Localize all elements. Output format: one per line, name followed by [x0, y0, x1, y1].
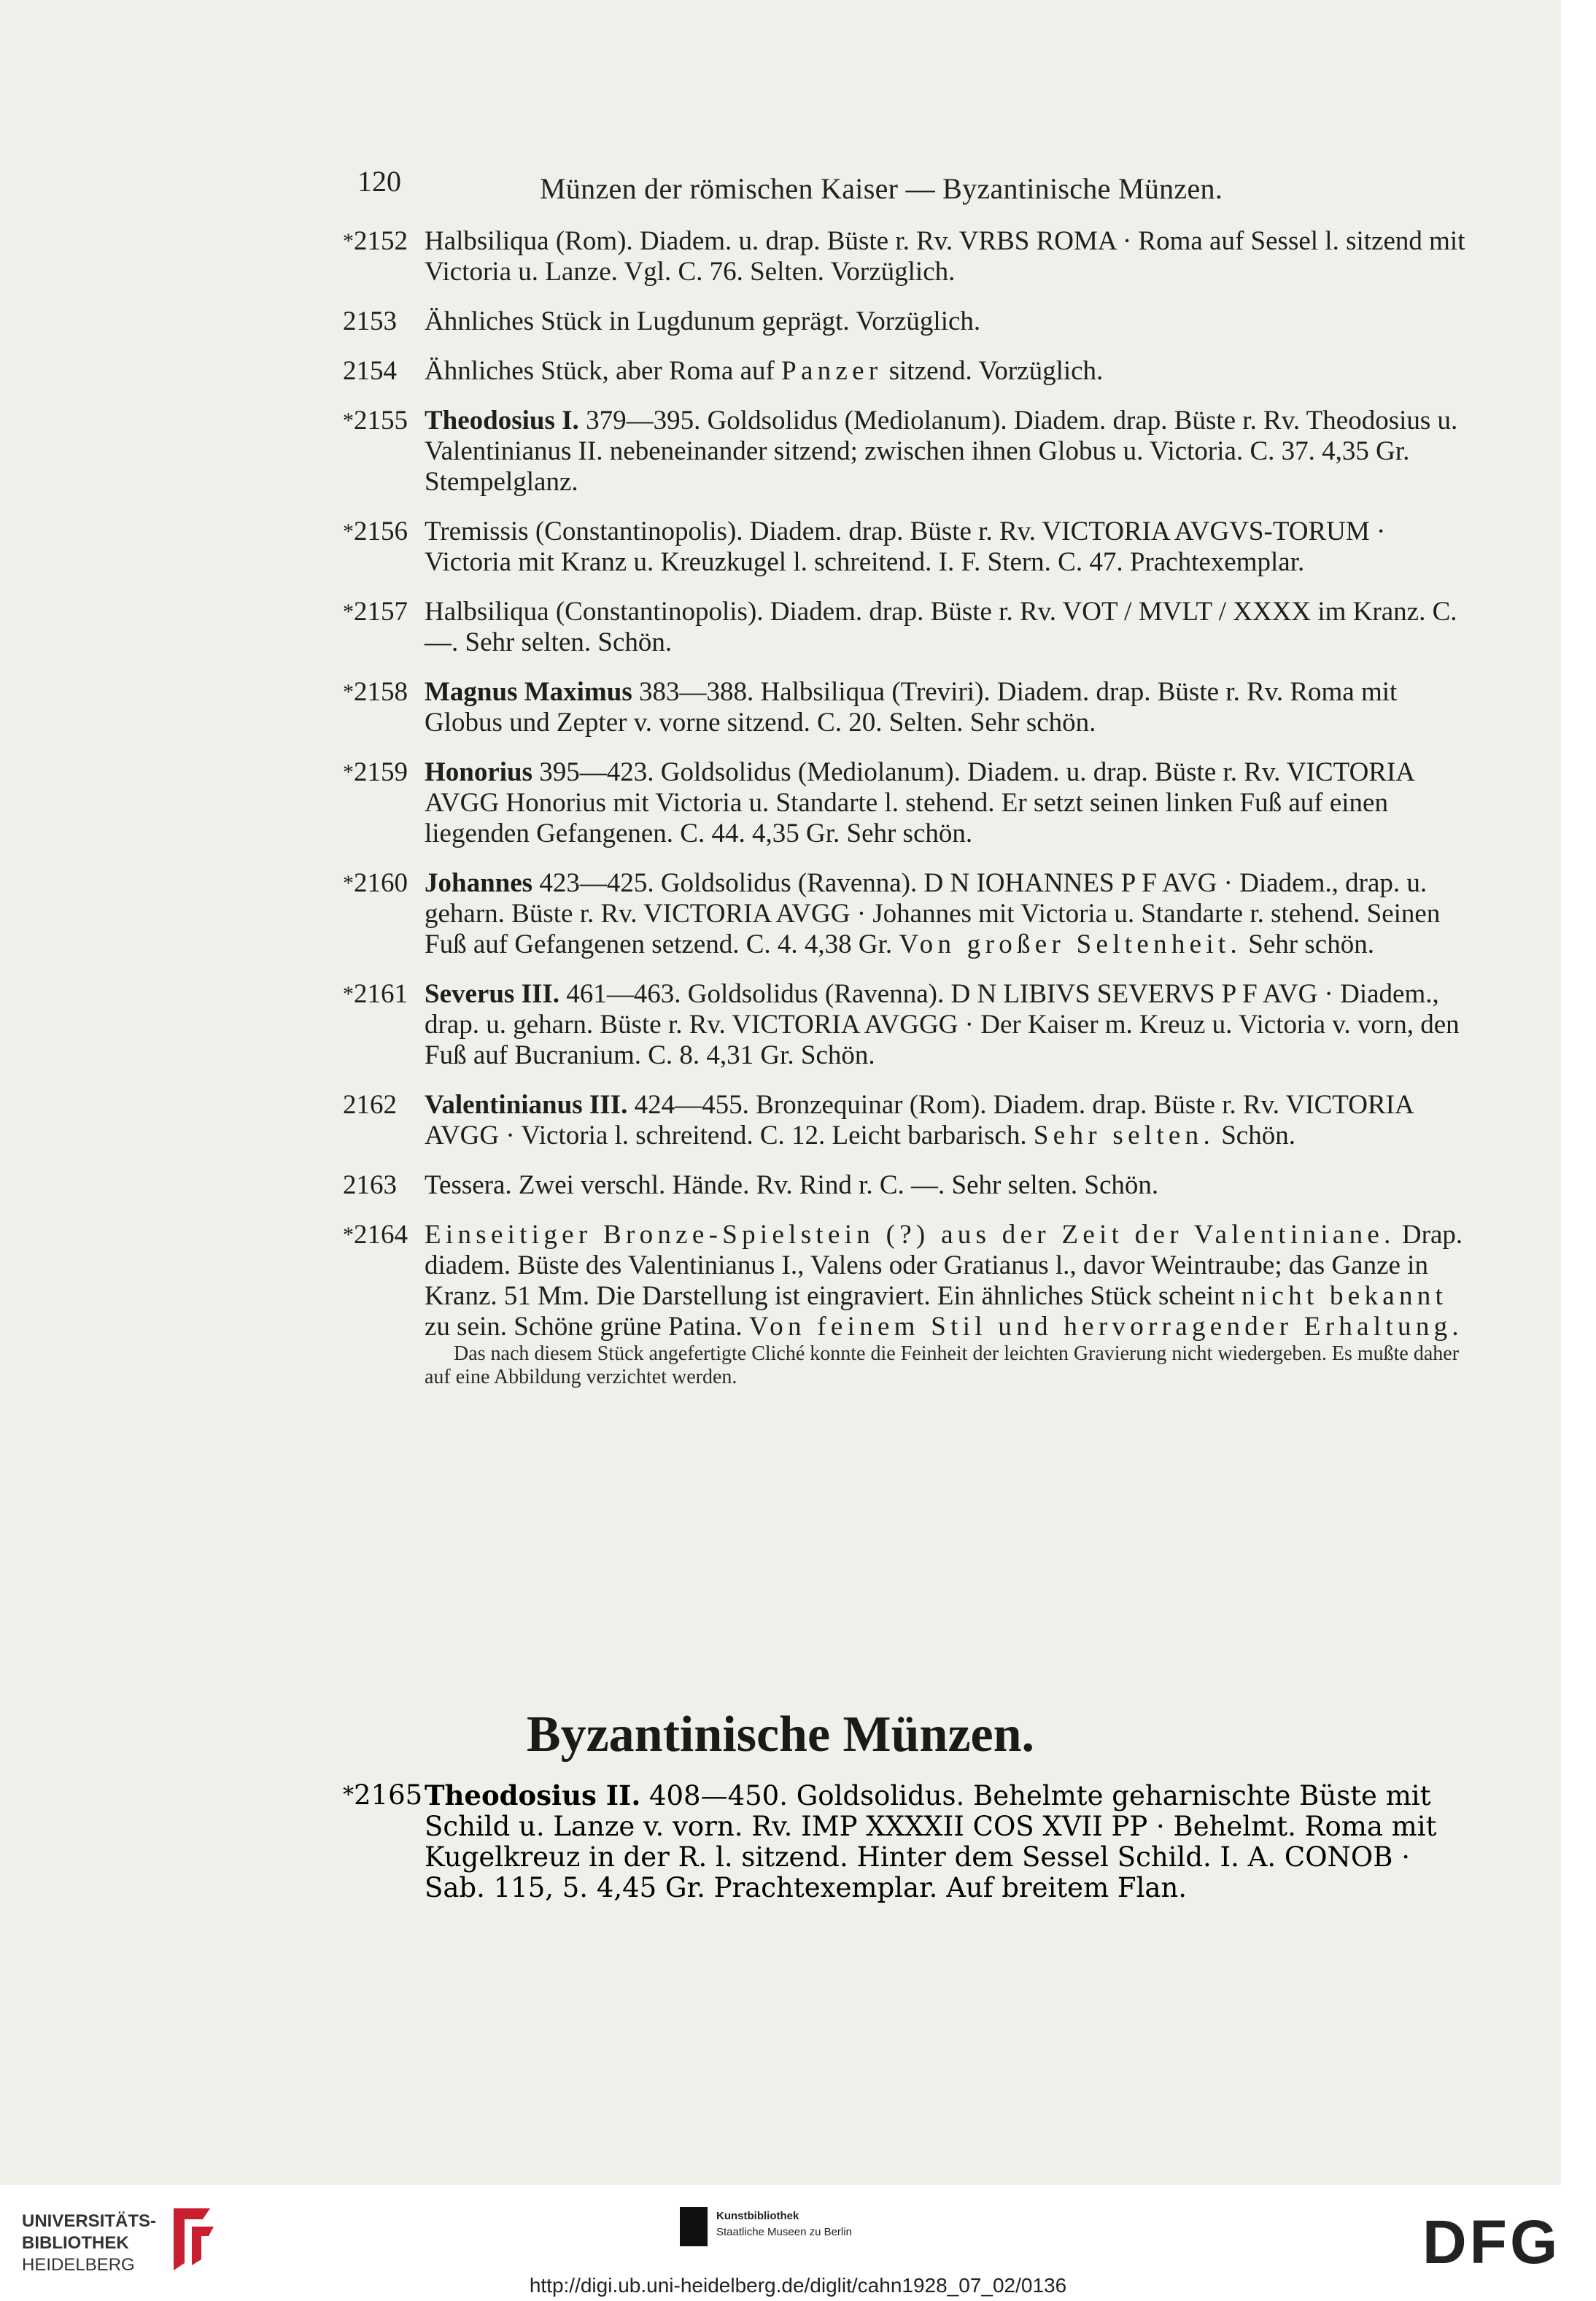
entry-segment: Panzer	[781, 356, 883, 386]
entry-number-text: 2165	[354, 1779, 423, 1811]
catalog-entry	[343, 677, 1473, 738]
entry-text	[425, 1780, 1473, 1903]
scan-edge	[1561, 0, 1596, 2185]
entry-number	[343, 597, 423, 627]
emperor-name: Honorius	[425, 757, 533, 787]
entry-footnote: Das nach diesem Stück angefertigte Cliché konnte die Feinheit der leichten Gravierung nicht wiedergeben. Es mußte daher auf eine Abbildung verzichtet werden.	[425, 1342, 1460, 1388]
entry-star: *	[343, 600, 354, 624]
page-number: 120	[357, 165, 401, 198]
entry-text	[425, 677, 1473, 738]
entry-segment: Tessera. Zwei verschl. Hände. Rv. Rind r. C. —. Sehr selten. Schön.	[425, 1170, 1159, 1200]
entry-number-text: 2155	[354, 406, 408, 436]
catalog-entry	[343, 406, 1473, 498]
catalog-entry	[343, 517, 1473, 578]
catalog-entry	[343, 979, 1473, 1071]
entry-star: *	[343, 871, 354, 895]
emperor-name: Severus III.	[425, 979, 560, 1009]
entry-segment: Tremissis (Constantinopolis). Diadem. drap. Büste r. Rv. VICTORIA AVGVS-TORUM · Victoria mit Kranz u. Kreuzkugel l. schreitend. I. F. Stern. C. 47. Prachtexemplar.	[425, 517, 1386, 577]
entry-number	[343, 406, 423, 436]
entry-number-text: 2152	[354, 226, 408, 256]
emperor-name: Magnus Maximus	[425, 677, 632, 707]
entry-number	[343, 1170, 423, 1201]
catalog-entry	[343, 1170, 1473, 1201]
entry-text	[425, 597, 1473, 658]
entry-star: *	[343, 1223, 354, 1247]
emperor-name: Theodosius II.	[425, 1779, 641, 1811]
catalog-entry	[343, 1090, 1473, 1151]
entry-number-text: 2156	[354, 517, 408, 546]
entry-number-text: 2158	[354, 677, 408, 707]
entry-number	[343, 868, 423, 899]
entry-star: *	[343, 519, 354, 544]
entry-segment: 461—463. Goldsolidus (Ravenna). D N LIBIVS SEVERVS P F AVG · Diadem., drap. u. geharn. Büste r. Rv. VICTORIA AVGGG · Der Kaiser m. Kreuz u. Victoria v. vorn, den Fuß auf Bucranium. C. 8. 4,31 Gr. Schön.	[425, 979, 1460, 1070]
entry-number	[343, 306, 423, 337]
permalink-url[interactable]: http://digi.ub.uni-heidelberg.de/diglit/cahn1928_07_02/0136	[529, 2274, 1067, 2297]
catalog-entry	[343, 868, 1473, 960]
entry-number	[343, 1090, 423, 1121]
entry-star: *	[343, 229, 354, 253]
emperor-name: Theodosius I.	[425, 406, 579, 436]
emperor-name: Johannes	[425, 868, 533, 898]
dfg-logo: DFG	[1422, 2208, 1561, 2276]
footer: UNIVERSITÄTS- BIBLIOTHEK HEIDELBERG Kunstbibliothek Staatliche Museen zu Berlin DFG http://digi.ub.uni-heidelberg.de/diglit/cahn1928_07_02/0136	[0, 2185, 1596, 2301]
entry-number	[343, 517, 423, 547]
entry-segment: zu sein. Schöne grüne Patina.	[425, 1312, 749, 1342]
running-title: Münzen der römischen Kaiser — Byzantinische Münzen.	[540, 172, 1223, 205]
catalog-entries	[343, 226, 1473, 1408]
entry-number	[343, 356, 423, 387]
kunstbibliothek-mark-icon	[680, 2207, 708, 2246]
entry-text	[425, 1170, 1473, 1201]
entry-star: *	[343, 1782, 354, 1808]
entry-number-text: 2161	[354, 979, 408, 1009]
entry-segment: Schön.	[1214, 1121, 1295, 1150]
ub-logo-icon	[159, 2201, 225, 2274]
entry-text	[425, 356, 1473, 387]
entry-number-text: 2162	[343, 1090, 397, 1120]
entry-number	[343, 226, 423, 257]
entry-text	[425, 979, 1473, 1071]
emperor-name: Valentinianus III.	[425, 1090, 628, 1120]
entry-segment: Ähnliches Stück in Lugdunum geprägt. Vorzüglich.	[425, 306, 981, 336]
ub-heidelberg-label: UNIVERSITÄTS- BIBLIOTHEK HEIDELBERG	[22, 2211, 157, 2275]
entry-number-text: 2159	[354, 757, 408, 787]
entry-star: *	[343, 409, 354, 433]
entry-segment: 383—388. Halbsiliqua (Treviri). Diadem. drap. Büste r. Rv. Roma mit Globus und Zepter v. vorne sitzend. C. 20. Selten. Sehr schön.	[425, 677, 1398, 738]
entry-star: *	[343, 680, 354, 704]
entry-segment: 408—450. Goldsolidus. Behelmte geharnischte Büste mit Schild u. Lanze v. vorn. Rv. IMP XXXXII COS XVII PP · Behelmt. Roma mit Kugelkreuz in der R. l. sitzend. Hinter dem Sessel Schild. I. A. CONOB · Sab. 115, 5. 4,45 Gr. Prachtexemplar. Auf breitem Flan.	[425, 1780, 1437, 1903]
entry-segment: Drap. diadem. Büste des Valentinianus I., Valens oder Gratianus l., davor Weintraube; das Ganze in Kranz. 51 Mm. Die Darstellung ist eingraviert. Ein ähnliches Stück scheint	[425, 1220, 1463, 1311]
byzantine-entries	[343, 1780, 1473, 1922]
entry-segment: nicht bekannt	[1241, 1281, 1448, 1311]
entry-number-text: 2160	[354, 868, 408, 898]
entry-number	[343, 1220, 423, 1250]
entry-segment: 379—395. Goldsolidus (Mediolanum). Diadem. drap. Büste r. Rv. Theodosius u. Valentinianus II. nebeneinander sitzend; zwischen ihnen Globus u. Victoria. C. 37. 4,35 Gr. Stempelglanz.	[425, 406, 1458, 497]
catalog-entry	[343, 1780, 1473, 1903]
entry-segment: Sehr selten.	[1033, 1121, 1215, 1150]
entry-text	[425, 868, 1473, 960]
catalog-entry	[343, 1220, 1473, 1389]
entry-number	[343, 1780, 423, 1811]
entry-text	[425, 1220, 1473, 1342]
entry-segment: 395—423. Goldsolidus (Mediolanum). Diadem. u. drap. Büste r. Rv. VICTORIA AVGG Honorius mit Victoria u. Standarte l. stehend. Er setzt seinen linken Fuß auf einen liegenden Gefangenen. C. 44. 4,35 Gr. Sehr schön.	[425, 757, 1414, 848]
catalog-entry	[343, 226, 1473, 287]
entry-text	[425, 406, 1473, 498]
entry-star: *	[343, 760, 354, 784]
catalog-entry	[343, 757, 1473, 849]
entry-number-text: 2157	[354, 597, 408, 627]
catalog-entry	[343, 597, 1473, 658]
section-title: Byzantinische Münzen.	[526, 1706, 1035, 1763]
entry-segment: Halbsiliqua (Constantinopolis). Diadem. drap. Büste r. Rv. VOT / MVLT / XXXX im Kranz. C. —. Sehr selten. Schön.	[425, 597, 1457, 657]
entry-segment: 424—455. Bronzequinar (Rom). Diadem. drap. Büste r. Rv. VICTORIA AVGG · Victoria l. schreitend. C. 12. Leicht barbarisch.	[425, 1090, 1413, 1150]
entry-number-text: 2163	[343, 1170, 397, 1200]
entry-star: *	[343, 982, 354, 1006]
entry-text	[425, 757, 1473, 849]
entry-text	[425, 306, 1473, 337]
entry-number	[343, 757, 423, 788]
entry-segment: 423—425. Goldsolidus (Ravenna). D N IOHANNES P F AVG · Diadem., drap. u. geharn. Büste r. Rv. VICTORIA AVGG · Johannes mit Victoria u. Standarte r. stehend. Seinen Fuß auf Gefangenen setzend. C. 4. 4,38 Gr.	[425, 868, 1441, 959]
entry-number	[343, 677, 423, 708]
entry-segment: Sehr schön.	[1241, 929, 1374, 959]
entry-segment: Halbsiliqua (Rom). Diadem. u. drap. Büste r. Rv. VRBS ROMA · Roma auf Sessel l. sitzend mit Victoria u. Lanze. Vgl. C. 76. Selten. Vorzüglich.	[425, 226, 1465, 287]
entry-segment: Von großer Seltenheit.	[899, 929, 1242, 959]
entry-segment: sitzend. Vorzüglich.	[882, 356, 1104, 386]
entry-text	[425, 1090, 1473, 1151]
entry-number-text: 2154	[343, 356, 397, 386]
entry-segment: Von feinem Stil und hervorragender Erhaltung.	[748, 1312, 1463, 1342]
catalog-entry	[343, 306, 1473, 337]
entry-segment: Einseitiger Bronze-Spielstein (?) aus der Zeit der Valentiniane.	[425, 1220, 1395, 1250]
catalog-entry	[343, 356, 1473, 387]
entry-number-text: 2164	[354, 1220, 408, 1250]
entry-text	[425, 517, 1473, 578]
entry-number	[343, 979, 423, 1010]
entry-number-text: 2153	[343, 306, 397, 336]
entry-segment: Ähnliches Stück, aber Roma auf	[425, 356, 782, 386]
entry-text	[425, 226, 1473, 287]
